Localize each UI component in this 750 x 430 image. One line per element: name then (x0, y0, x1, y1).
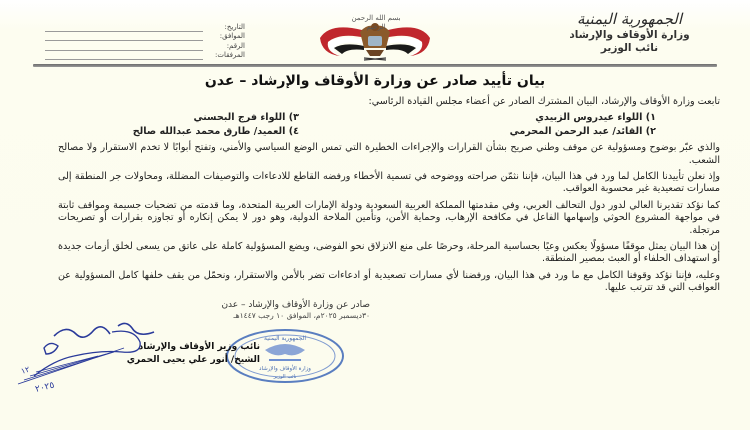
svg-text:١٢: ١٢ (19, 364, 31, 376)
country-name: الجمهورية اليمنية (576, 10, 682, 28)
meta-corresponding-label: الموافق: (219, 32, 245, 40)
member-item: ٢) القائد/ عبد الرحمن المحرمي (509, 125, 656, 137)
body-paragraph: وإذ نعلن تأييدنا الكامل لما ورد في هذا البيان، فإننا نثمّن صراحته ووضوحه في تسمية الأخطاء ورفضه القاطع للادعاءات والتوصيفات المضللة، ومحاولات جر المنطقة إلى مسارات تصعيدية غير محسوبة العواقب. (58, 171, 720, 195)
meta-date-label: التاريخ: (224, 22, 245, 31)
meta-corresponding-row (45, 32, 245, 42)
meta-date-line (45, 26, 203, 32)
letterhead (0, 0, 750, 66)
meta-number-row (45, 41, 245, 51)
letterhead-ministry-block (537, 10, 722, 55)
signatory-name: الشيخ/ أنور علي يحيى الحمري (126, 355, 260, 365)
office-name: نائب الوزير (600, 42, 659, 54)
member-item: ٣) اللواء فرج البحسني (193, 112, 299, 124)
meta-number-line (45, 45, 203, 51)
document-title: بيان تأييد صادر عن وزارة الأوقاف والإرشاد – عدن (204, 73, 546, 89)
handwritten-signature-icon (14, 318, 164, 396)
meta-corresponding-line (45, 35, 203, 41)
svg-text:الجمهورية اليمنية: الجمهورية اليمنية (263, 335, 307, 342)
issued-by: صادر عن وزارة الأوقاف والإرشاد – عدن (221, 300, 370, 310)
body-paragraph: إن هذا البيان يمثل موقفًا مسؤولًا يعكس وعيًا بحساسية المرحلة، وحرصًا على منع الانزلاق نحو الفوضى، ويضع المسؤولية كاملة على عاتق من يسعى لخلق أزمات جديدة أو استهداف الحلفاء أو العبث بمصير المنطقة. (58, 241, 720, 265)
svg-text:٢٠٢٥: ٢٠٢٥ (34, 380, 56, 395)
body-paragraph: كما نؤكد تقديرنا العالي لدور دول التحالف العربي، وفي مقدمتها المملكة العربية السعودية ودولة الإمارات العربية المتحدة، وما قدمته من تضحيات جسيمة ومواقف ثابتة في مواجهة المشروع الحوثي وإسهامها الفاعل في مكافحة الإرهاب، وحماية الأمن، وتأمين الملاحة الدولية، وهو دور لا يمكن إنكاره أو تجاوزه بقرارات أو تصريحات مرتجلة. (58, 199, 720, 236)
issue-date: ٣٠ديسمبر ٢٠٢٥م، الموافق ١٠ رجب ١٤٤٧هـ (233, 311, 370, 320)
basmala: بسم الله الرحمن الرحيم (351, 14, 401, 31)
header-divider (33, 64, 717, 67)
intro-paragraph: تابعت وزارة الأوقاف والإرشاد، البيان المشترك الصادر عن أعضاء مجلس القيادة الرئاسي: (368, 96, 720, 107)
meta-attachments-row (45, 51, 245, 61)
ministry-name: وزارة الأوقاف والإرشاد (569, 29, 690, 41)
member-item: ٤) العميد/ طارق محمد عبدالله صالح (132, 125, 299, 137)
svg-text:وزارة الأوقاف والإرشاد: وزارة الأوقاف والإرشاد (259, 366, 311, 372)
council-members-list (58, 112, 720, 138)
member-item: ١) اللواء عيدروس الزبيدي (535, 112, 656, 124)
meta-attachments-label: المرفقات: (215, 51, 245, 59)
letterhead-meta-fields (45, 22, 245, 60)
document-body (58, 96, 720, 299)
body-paragraph: والذي عبّر بوضوح ومسؤولية عن موقف وطني صريح بشأن القرارات والإجراءات الخطيرة التي تمس الوضع السياسي والأمني، وتفتح أبوابًا لا تخدم الاستقرار ولا مصالح الشعب. (58, 142, 720, 166)
body-paragraph: وعليه، فإننا نؤكد وقوفنا الكامل مع ما ورد في هذا البيان، ورفضنا لأي مسارات تصعيدية أو ادعاءات تضر بالأمن والاستقرار، ونحمّل من يقف خلفها كامل المسؤولية عن العواقب التي قد تترتب عليها. (58, 269, 720, 294)
issue-block (170, 299, 370, 321)
meta-date-row (45, 22, 245, 32)
meta-number-label: الرقم: (226, 41, 245, 50)
meta-attachments-line (45, 54, 203, 60)
svg-text:نائب الوزير: نائب الوزير (273, 374, 297, 380)
yemen-emblem-icon (300, 8, 450, 64)
signatory-title: نائب وزير الأوقاف والإرشاد (138, 342, 260, 352)
